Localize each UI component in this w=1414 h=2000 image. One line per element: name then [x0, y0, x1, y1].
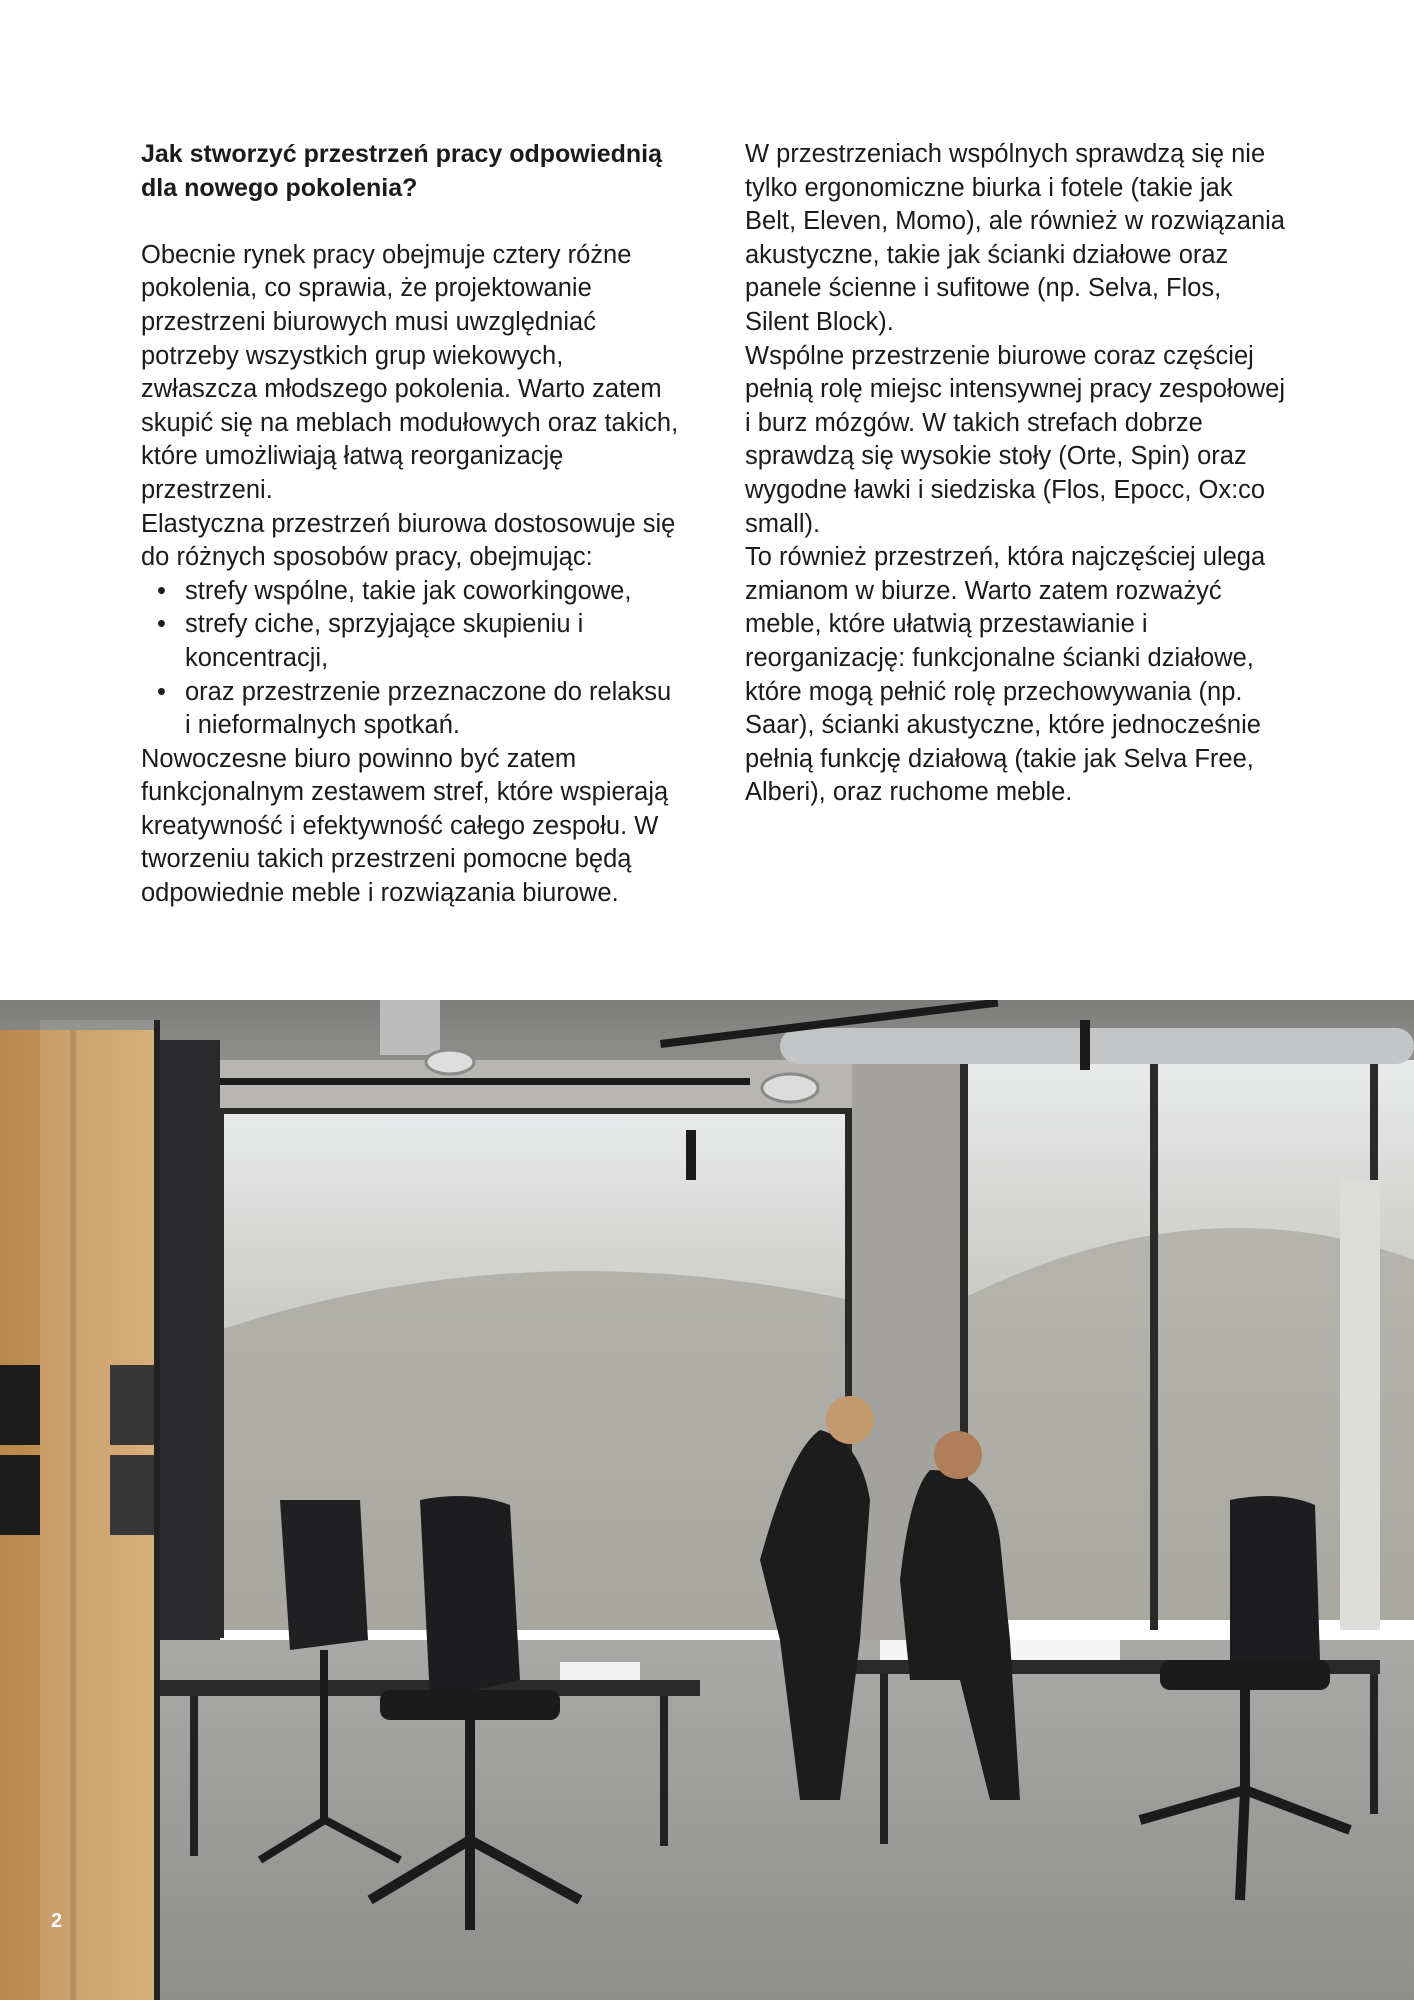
- office-chair: [420, 1496, 520, 1700]
- duct-outlet: [426, 1050, 474, 1074]
- person-head: [934, 1431, 982, 1479]
- curtain: [160, 1040, 220, 1640]
- right-column: [745, 138, 1290, 810]
- oven-unit: [0, 1455, 40, 1535]
- window-frame: [1150, 1060, 1158, 1630]
- air-duct: [780, 1028, 1414, 1064]
- light-track: [170, 1078, 750, 1085]
- article-heading: Jak stworzyć przestrzeń pracy odpowiednią dla nowego pokolenia?: [141, 140, 662, 202]
- shared-spaces-paragraph: W przestrzeniach wspólnych sprawdzą się nie tylko ergonomiczne biurka i fotele (takie jak Belt, Eleven, Momo), ale również w rozwiązania akustyczne, takie jak ścianki działowe oraz panele ścienne i sufitowe (np. Selva, Flos, Silent Block).: [745, 140, 1285, 336]
- air-duct: [380, 1000, 440, 1055]
- oven-unit: [0, 1365, 40, 1445]
- chair-stem: [320, 1650, 328, 1820]
- pendant-light: [1080, 1020, 1090, 1070]
- teamwork-paragraph: Wspólne przestrzenie biurowe coraz częściej pełnią rolę miejsc intensywnej pracy zespołowej i burz mózgów. W takich strefach dobrze sprawdzą się wysokie stoły (Orte, Spin) oraz wygodne ławki i siedziska (Flos, Epocc, Ox:co small).: [745, 341, 1286, 538]
- list-item: • oraz przestrzenie przeznaczone do relaksu i nieformalnych spotkań.: [185, 676, 681, 743]
- desk-leg: [880, 1674, 888, 1844]
- list-item: • strefy wspólne, takie jak coworkingowe,: [185, 575, 681, 609]
- left-column: [141, 138, 681, 911]
- desk-leg: [660, 1696, 668, 1846]
- desk-leg: [190, 1696, 198, 1856]
- list-item: • strefy ciche, sprzyjające skupieniu i koncentracji,: [185, 608, 681, 675]
- modern-office-paragraph: Nowoczesne biuro powinno być zatem funkcjonalnym zestawem stref, które wspierają kreatywność i efektywność całego zespołu. W tworzeniu takich przestrzeni pomocne będą odpowiednie meble i rozwiązania biurowe.: [141, 744, 669, 908]
- office-chair: [1230, 1496, 1320, 1680]
- papers: [560, 1662, 640, 1680]
- reorganization-paragraph: To również przestrzeń, która najczęściej ulega zmianom w biurze. Warto zatem rozważyć meble, które ułatwią przestawianie i reorganizację: funkcjonalne ścianki działowe, które mogą pełnić rolę przechowywania (np. Saar), ścianki akustyczne, które jednocześnie pełnią funkcję działową (takie jak Selva Free, Alberi), oraz ruchome meble.: [745, 543, 1266, 807]
- pendant-light: [686, 1130, 696, 1180]
- window-frame: [220, 1108, 852, 1114]
- chair-stem: [1240, 1690, 1250, 1790]
- person-head: [826, 1396, 874, 1444]
- chair-seat: [1160, 1660, 1330, 1690]
- zone-list: [141, 575, 681, 743]
- chair-seat: [380, 1690, 560, 1720]
- office-chair: [280, 1500, 368, 1650]
- page-number: 2: [51, 1910, 63, 1932]
- glass-wall: [40, 1020, 160, 2000]
- glass-frame: [154, 1020, 160, 2000]
- office-photo: [0, 1000, 1414, 2000]
- chair-stem: [465, 1720, 475, 1840]
- desk-leg: [1370, 1674, 1378, 1814]
- intro-paragraph: Obecnie rynek pracy obejmuje cztery różne pokolenia, co sprawia, że projektowanie przestrzeni biurowych musi uwzględniać potrzeby wszystkich grup wiekowych, zwłaszcza młodszego pokolenia. Warto zatem skupić się na meblach modułowych oraz takich, które umożliwiają łatwą reorganizację przestrzeni.: [141, 240, 679, 504]
- flexible-space-paragraph: Elastyczna przestrzeń biurowa dostosowuje się do różnych sposobów pracy, obejmując:: [141, 509, 676, 572]
- duct-outlet: [762, 1074, 818, 1102]
- outside-column: [1340, 1180, 1380, 1630]
